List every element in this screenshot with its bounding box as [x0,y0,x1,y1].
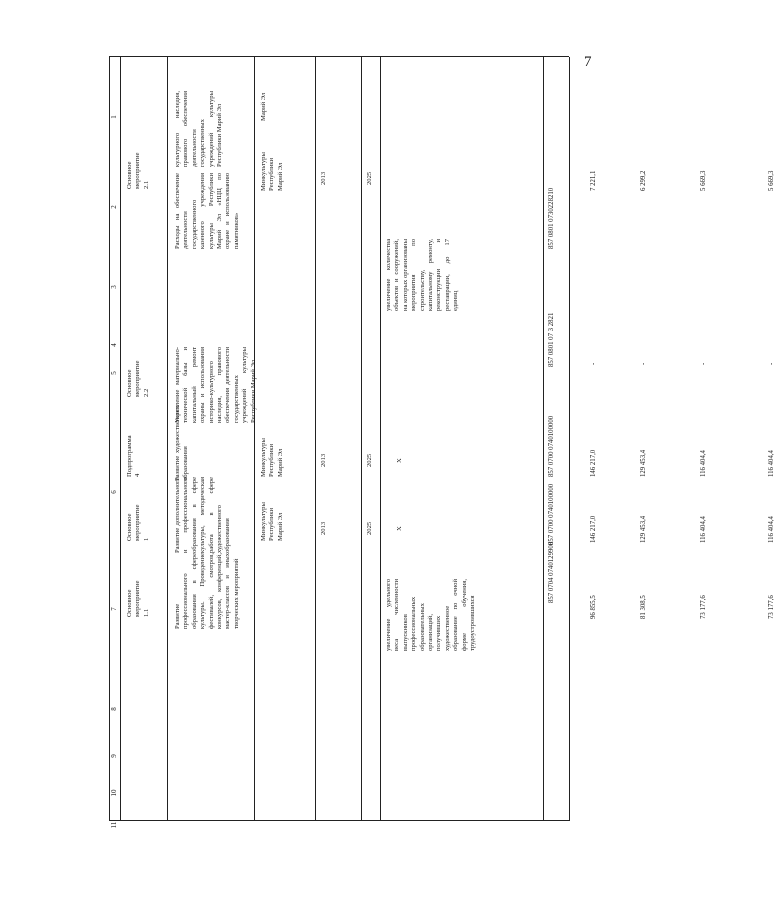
row-3-value-11: 116 404,4 [768,450,775,477]
row-1-indicator: увеличение количества объектов и сооружений, на которых организованы мероприятия по строительству, капитальному ремонту, реконструкции и реставрации, до 17 единиц [385,238,460,311]
row-1-end-year: 2025 [366,171,373,185]
row-5-name: Развитие профессионального образования в сфере культуры. Проведение фестивалей, смотров, конкурсов, конференций, мастер-классов и иных творческих мероприятий [174,553,240,629]
column-separator [315,57,316,821]
row-1-value-10: 5 669,3 [700,170,707,191]
row-4-start-year: 2013 [320,521,327,535]
column-header: 11 [110,821,118,829]
column-header: 1 [110,115,118,119]
row-3-value-9: 129 453,4 [640,449,647,477]
row-3-value-10: 116 404,4 [700,450,707,477]
column-header: 6 [110,490,118,494]
table-left-border [109,820,569,821]
column-header: 7 [110,607,118,611]
column-header: 8 [110,707,118,711]
column-header: 4 [110,343,118,347]
row-4-value-11: 116 404,4 [768,516,775,543]
row-4-value-9: 129 453,4 [640,515,647,543]
row-3-start-year: 2013 [320,453,327,467]
row-4-value-8: 146 217,0 [590,515,597,543]
table-bottom-border [569,57,570,821]
row-1-code: Основное мероприятие 2.1 [126,152,150,189]
row-1-start-year: 2013 [320,171,327,185]
row-1-name: Расходы на обеспечение деятельности государственного казенного учреждения культуры Республики Марий Эл «НЦЦ по охране и использованию памятников» [174,173,240,249]
column-header: 2 [110,205,118,209]
row-5-value-10: 73 177,6 [700,595,707,619]
row-3-end-year: 2025 [366,453,373,467]
row-5-code: Основное мероприятие 1.1 [126,580,150,617]
header-rule [120,57,121,821]
row-0-name: культурного наследия, правового обеспечения деятельности государственных учреждений культуры Республики Марий Эл [174,91,224,167]
row-3-code: Подпрограмма 4 [126,435,142,477]
row-5-indicator: увеличение удельного веса численности выпускников профессиональных образовательных организаций, получивших художественное образование по очной форме обучения, трудоустроившихся [385,579,477,651]
column-separator [543,57,544,821]
row-5-value-9: 81 308,5 [640,595,647,619]
row-5-value-11: 73 177,6 [768,595,775,619]
row-2-value-8: - [590,362,597,365]
row-3-executor: Минкультуры Республики Марий Эл [260,438,284,477]
column-separator [361,57,362,821]
row-4-end-year: 2025 [366,521,373,535]
table-right-border [109,56,569,57]
row-5-kbk: 857 0704 0740129900 [548,541,555,603]
row-2-value-9: - [640,362,647,365]
column-header: 10 [110,789,118,797]
column-header: 9 [110,754,118,758]
row-1-value-8: 7 221,1 [590,170,597,191]
row-0-executor: Марий Эл [260,92,267,121]
row-2-kbk: 857 0801 07 3 2821 [548,312,555,367]
row-2-value-11: - [768,362,775,365]
row-5-value-8: 96 855,5 [590,595,597,619]
row-4-name: Развитие дополнительного и профессионального образования в сфере культуры, методическая работа в сфере художественного образования [174,477,232,553]
column-separator [167,57,168,821]
row-2-code: Основное мероприятие 2.2 [126,360,150,397]
row-3-name: Развитие художественного образования [174,405,190,481]
column-header: 5 [110,371,118,375]
row-2-name: Укрепление материально-технической базы и капитальный ремонт охраны и использования историко-культурного наследия, правового обеспечения деятельности государственных учреждений культуры Республики Марий Эл [174,347,257,423]
page-number: 7 [584,54,592,70]
row-1-value-11: 5 669,3 [768,170,775,191]
column-separator [254,57,255,821]
row-3-kbk: 857 0700 0740100000 [548,415,555,477]
column-header: 3 [110,285,118,289]
row-3-indicator: X [396,458,403,463]
row-4-code: Основное мероприятие 1 [126,504,150,541]
row-2-value-10: - [700,362,707,365]
row-4-executor: Минкультуры Республики Марий Эл [260,502,284,541]
row-4-kbk: 857 0700 0740100000 [548,483,555,545]
row-1-kbk: 857 0801 0730228210 [548,187,555,249]
row-1-executor: Минкультуры Республики Марий Эл [260,152,284,191]
row-4-indicator: X [396,526,403,531]
row-4-value-10: 116 404,4 [700,516,707,543]
column-separator [380,57,381,821]
row-1-value-9: 6 299,2 [640,170,647,191]
row-3-value-8: 146 217,0 [590,449,597,477]
